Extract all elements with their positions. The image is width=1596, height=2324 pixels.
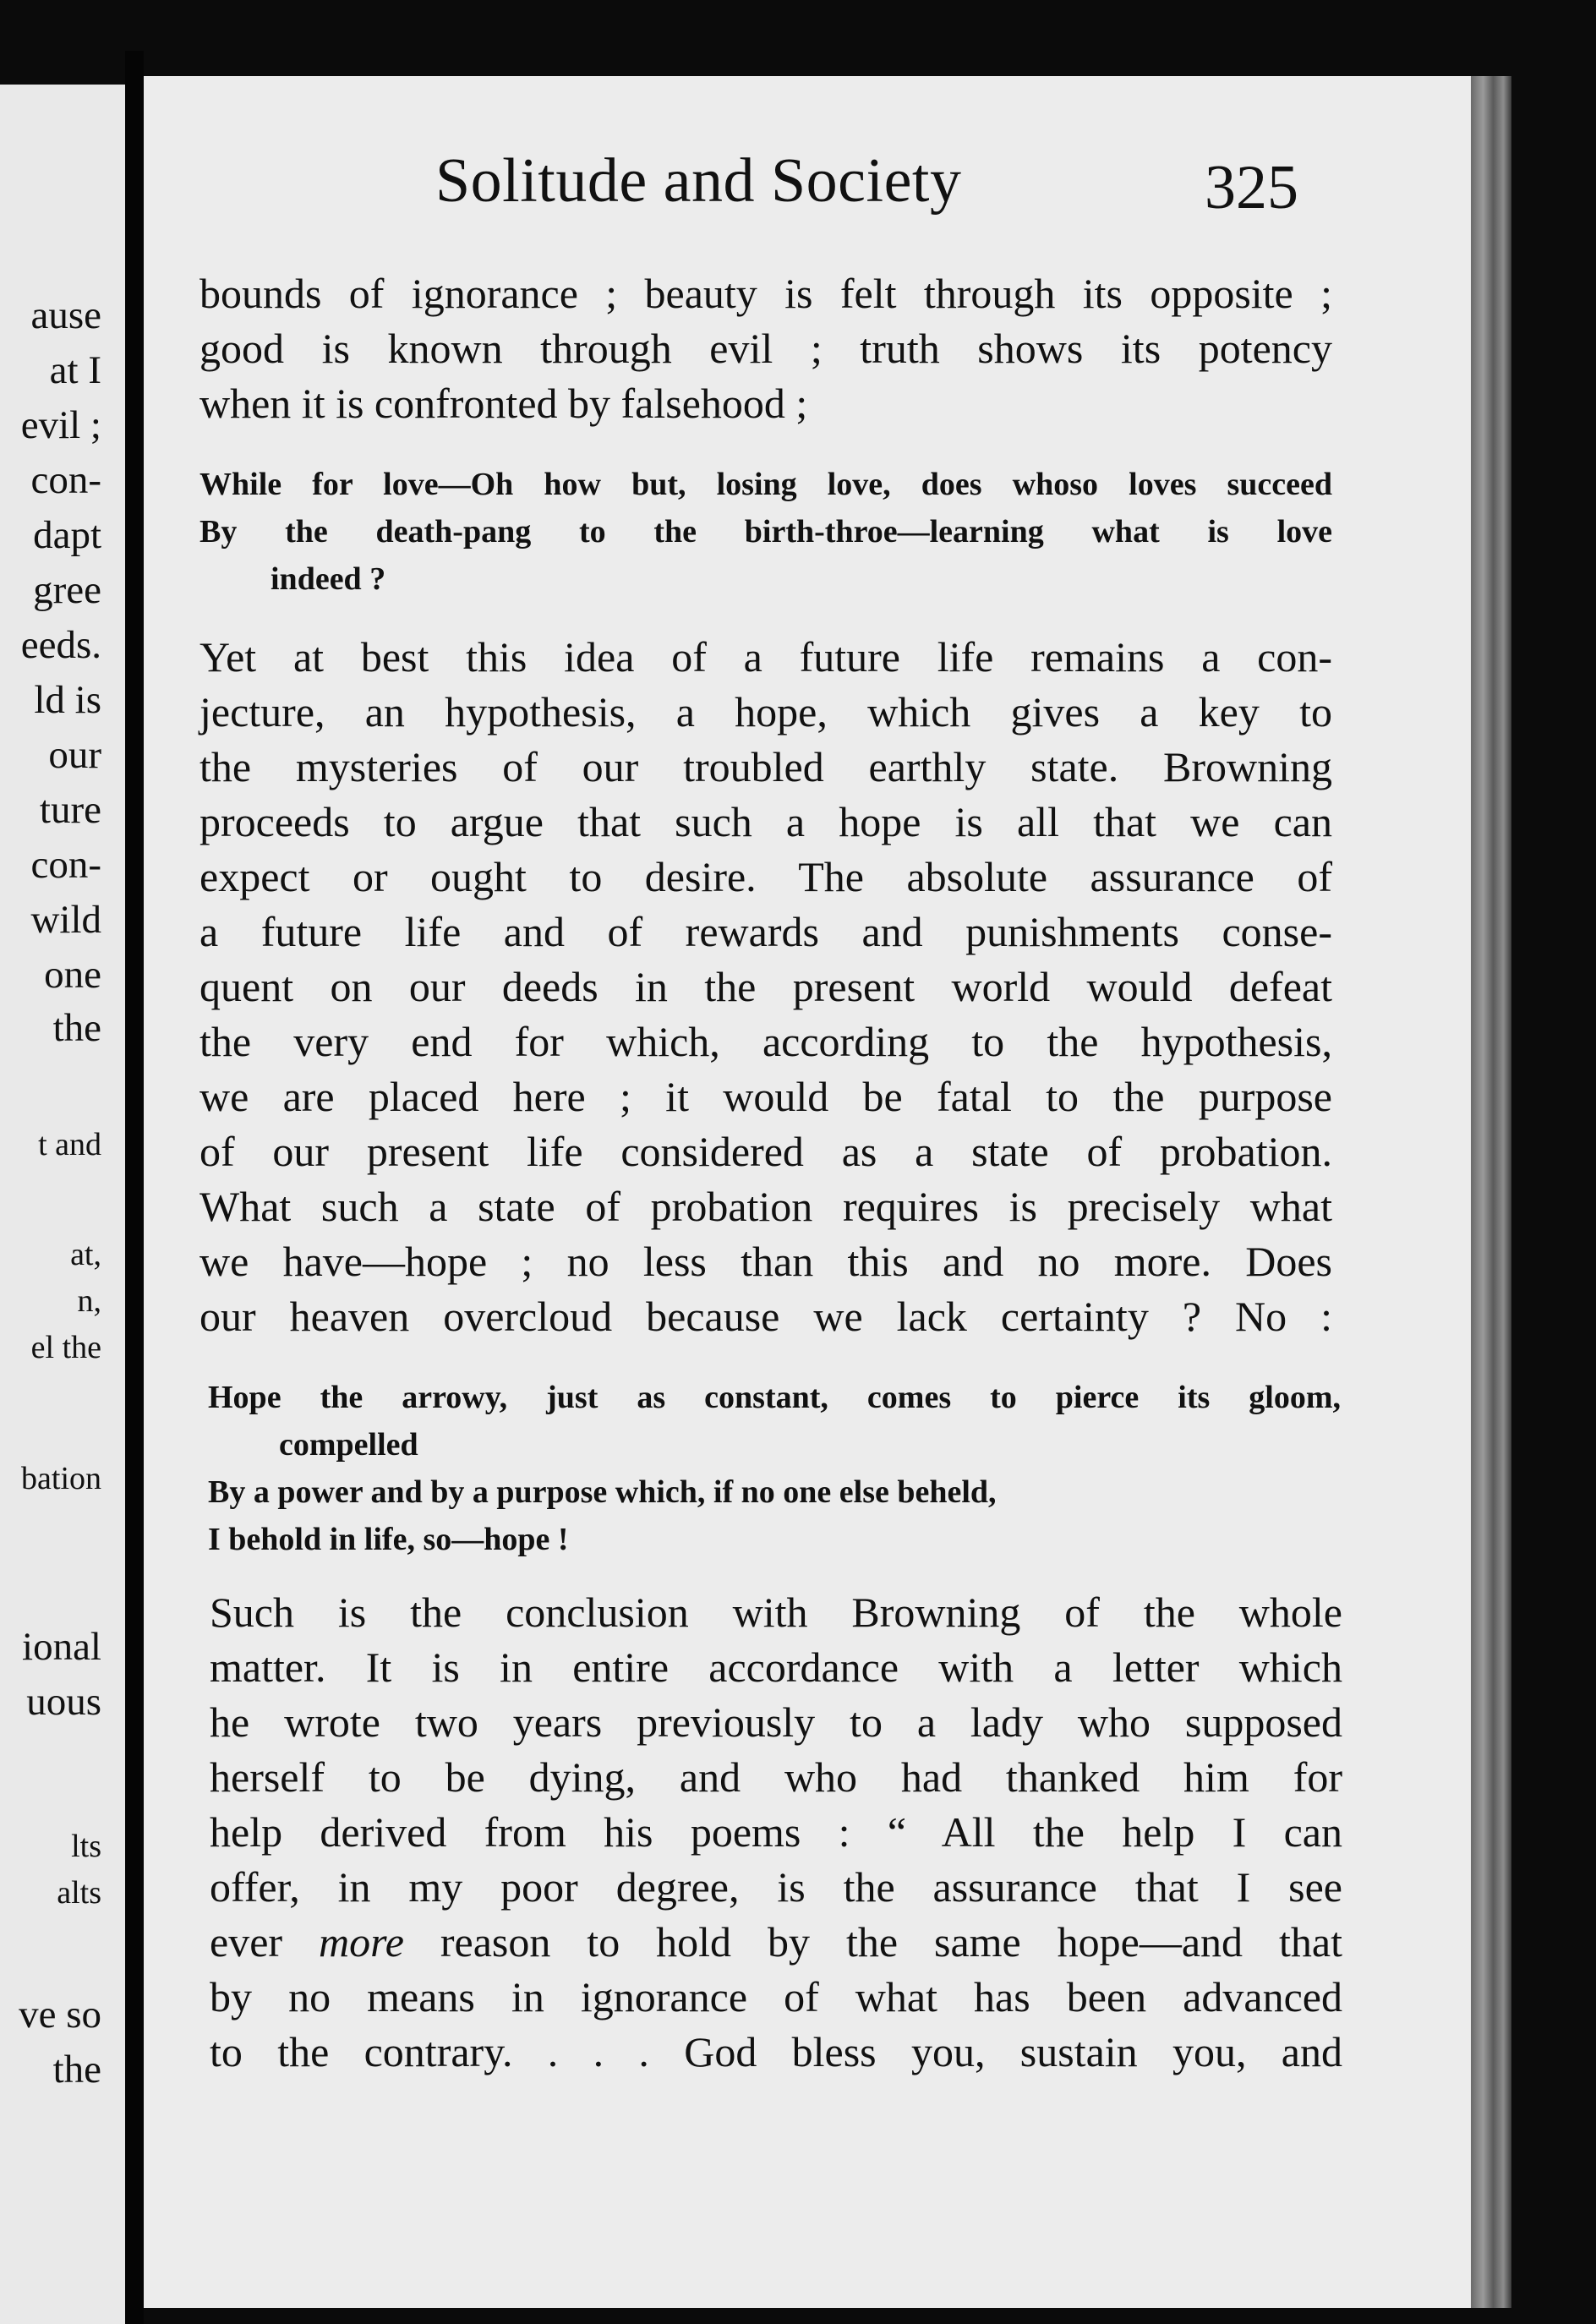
verse-line: indeed ? — [271, 561, 386, 597]
verse-line: By a power and by a purpose which, if no one else beheld, — [208, 1474, 997, 1510]
left-fragment: con- — [30, 458, 101, 502]
text-line: the very end for which, according to the hypothesis, — [200, 1018, 1332, 1065]
paragraph-1 — [200, 266, 1332, 431]
book-gutter — [125, 51, 144, 2324]
left-fragment: ture — [39, 788, 101, 832]
text-line: offer, in my poor degree, is the assurance that I see — [210, 1863, 1342, 1911]
left-fragment: ional — [22, 1625, 101, 1669]
text-line: proceeds to argue that such a hope is all that we can — [200, 798, 1332, 845]
text-line: of our present life considered as a state of probation. — [200, 1128, 1332, 1175]
left-fragment: uous — [26, 1680, 101, 1724]
left-fragment: t and — [38, 1127, 101, 1162]
verse-quotation-1 — [200, 461, 1332, 603]
text-line: good is known through evil ; truth shows its potency — [200, 325, 1332, 372]
text-line: when it is confronted by falsehood ; — [200, 380, 808, 427]
left-fragment: ve so — [19, 1993, 101, 2037]
text-line: herself to be dying, and who had thanked him for — [210, 1753, 1342, 1801]
text-line: we are placed here ; it would be fatal to the purpose — [200, 1073, 1332, 1120]
left-fragment: con- — [30, 843, 101, 887]
text-line: by no means in ignorance of what has been advanced — [210, 1973, 1342, 2021]
left-fragment: ld is — [34, 678, 101, 722]
paragraph-3 — [210, 1585, 1342, 2080]
left-fragment: the — [52, 2048, 101, 2092]
paragraph-2 — [200, 630, 1332, 1344]
page-edge — [1471, 76, 1511, 2308]
text-line: quent on our deeds in the present world would defeat — [200, 963, 1332, 1010]
text-line — [210, 1915, 1342, 1970]
left-fragment: evil ; — [20, 403, 101, 447]
left-fragment: dapt — [33, 513, 101, 557]
left-fragment: at, — [70, 1237, 101, 1272]
text-line: to the contrary. . . . God bless you, sustain you, and — [210, 2028, 1342, 2075]
text-line: jecture, an hypothesis, a hope, which gives a key to — [200, 688, 1332, 735]
text-line: he wrote two years previously to a lady who supposed — [210, 1698, 1342, 1746]
left-fragment: ause — [30, 293, 101, 337]
text-line: bounds of ignorance ; beauty is felt through its opposite ; — [200, 270, 1332, 317]
text-line: a future life and of rewards and punishments conse- — [200, 908, 1332, 955]
left-fragment: eeds. — [20, 623, 101, 667]
page-number: 325 — [1205, 153, 1298, 222]
left-fragment: our — [48, 733, 101, 777]
verse-line: I behold in life, so—hope ! — [208, 1522, 569, 1557]
verse-line: While for love—Oh how but, losing love, does whoso loves succeed — [200, 467, 1332, 502]
left-fragment: alts — [57, 1875, 101, 1911]
left-fragment: one — [44, 953, 101, 997]
left-fragment: n, — [77, 1283, 101, 1319]
text-line: help derived from his poems : “ All the help I can — [210, 1808, 1342, 1856]
text-line: the mysteries of our troubled earthly state. Browning — [200, 743, 1332, 790]
text-line: we have—hope ; no less than this and no more. Does — [200, 1238, 1332, 1285]
italic-word: more — [319, 1918, 404, 1966]
text-line: Such is the conclusion with Browning of the whole — [210, 1589, 1342, 1636]
text-line: expect or ought to desire. The absolute assurance of — [200, 853, 1332, 900]
left-fragment: bation — [21, 1461, 101, 1496]
text-line: Yet at best this idea of a future life remains a con- — [200, 633, 1332, 681]
text-segment: reason to hold by the same hope—and that — [440, 1918, 1342, 1966]
left-fragment: wild — [30, 898, 101, 942]
left-page-fragment — [0, 85, 125, 2324]
text-line: What such a state of probation requires is precisely what — [200, 1183, 1332, 1230]
verse-line: By the death-pang to the birth-throe—learning what is love — [200, 514, 1332, 550]
running-title: Solitude and Society — [435, 146, 962, 216]
text-segment: ever — [210, 1918, 283, 1966]
verse-line: Hope the arrowy, just as constant, comes to pierce its gloom, — [208, 1380, 1341, 1415]
left-fragment: lts — [71, 1829, 101, 1864]
text-line: matter. It is in entire accordance with a letter which — [210, 1643, 1342, 1691]
left-fragment: the — [52, 1006, 101, 1050]
text-line: our heaven overcloud because we lack certainty ? No : — [200, 1293, 1332, 1340]
verse-quotation-2 — [208, 1374, 1341, 1563]
left-fragment: el the — [30, 1330, 101, 1365]
left-fragment: gree — [33, 568, 101, 612]
verse-line: compelled — [279, 1427, 418, 1463]
left-fragment: at I — [49, 348, 101, 392]
